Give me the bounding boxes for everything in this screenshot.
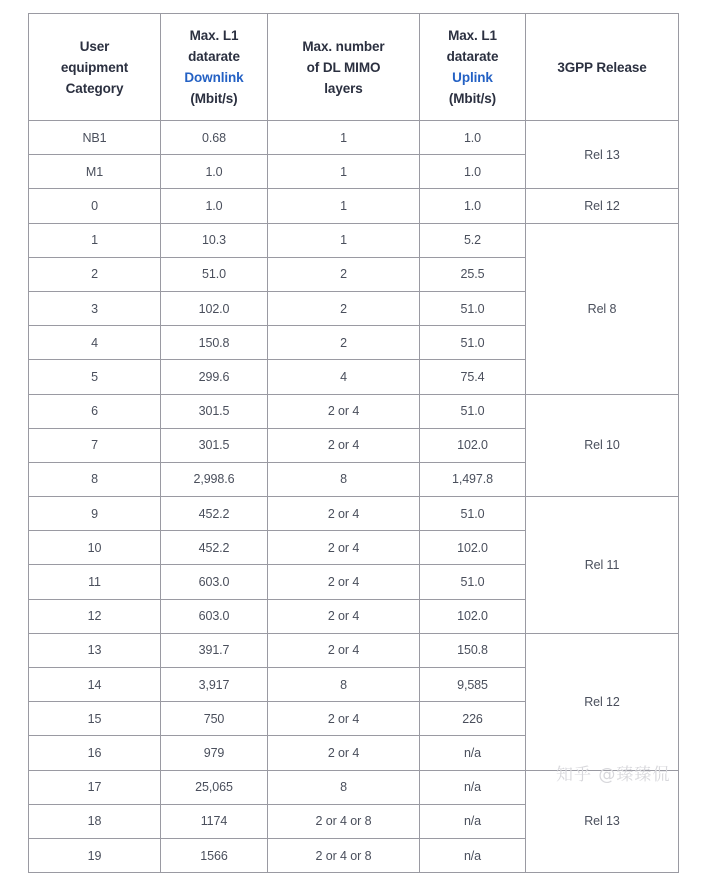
cell-3gpp-release: Rel 10 [526, 394, 679, 497]
cell-category: 4 [29, 326, 161, 360]
cell-category: 7 [29, 428, 161, 462]
cell-ul-datarate: 102.0 [420, 531, 526, 565]
table-row [29, 189, 679, 223]
column-header-line: 3GPP Release [557, 59, 647, 75]
cell-dl-mimo-layers: 2 or 4 [268, 633, 420, 667]
cell-category: 1 [29, 223, 161, 257]
cell-dl-mimo-layers: 2 or 4 [268, 702, 420, 736]
cell-category: 3 [29, 291, 161, 325]
cell-ul-datarate: 102.0 [420, 428, 526, 462]
cell-3gpp-release: Rel 11 [526, 497, 679, 634]
cell-dl-mimo-layers: 2 or 4 [268, 428, 420, 462]
column-header-line: Max. number [302, 38, 385, 54]
zhihu-watermark: 知乎 @臻臻侃 [556, 765, 671, 785]
cell-dl-datarate: 452.2 [161, 497, 268, 531]
table-row [29, 770, 679, 804]
cell-ul-datarate: 5.2 [420, 223, 526, 257]
column-header-2 [268, 14, 420, 121]
column-header-line: datarate [188, 49, 240, 64]
cell-ul-datarate: 1.0 [420, 189, 526, 223]
cell-dl-mimo-layers: 1 [268, 223, 420, 257]
cell-ul-datarate: n/a [420, 838, 526, 872]
cell-3gpp-release: Rel 13 [526, 770, 679, 873]
cell-category: 17 [29, 770, 161, 804]
table-row [29, 223, 679, 257]
column-header-0 [29, 14, 161, 121]
cell-category: 12 [29, 599, 161, 633]
cell-category: M1 [29, 155, 161, 189]
cell-3gpp-release: Rel 12 [526, 189, 679, 223]
cell-category: 18 [29, 804, 161, 838]
column-header-line: Category [65, 80, 124, 96]
cell-category: 14 [29, 668, 161, 702]
cell-category: 15 [29, 702, 161, 736]
cell-dl-datarate: 979 [161, 736, 268, 770]
cell-dl-mimo-layers: 2 [268, 326, 420, 360]
cell-dl-mimo-layers: 1 [268, 121, 420, 155]
cell-dl-mimo-layers: 2 [268, 257, 420, 291]
cell-ul-datarate: 51.0 [420, 326, 526, 360]
cell-dl-datarate: 1.0 [161, 155, 268, 189]
table-row [29, 121, 679, 155]
cell-ul-datarate: 1.0 [420, 155, 526, 189]
cell-ul-datarate: 51.0 [420, 291, 526, 325]
column-header-line: Max. L1 [189, 28, 239, 43]
cell-dl-mimo-layers: 8 [268, 770, 420, 804]
column-header-line: equipment [60, 59, 129, 75]
column-header-line: layers [324, 80, 363, 96]
column-header-line: datarate [446, 49, 499, 64]
cell-3gpp-release: Rel 8 [526, 223, 679, 394]
cell-dl-datarate: 150.8 [161, 326, 268, 360]
cell-dl-mimo-layers: 8 [268, 668, 420, 702]
cell-dl-datarate: 603.0 [161, 565, 268, 599]
cell-ul-datarate: 1,497.8 [420, 462, 526, 496]
cell-ul-datarate: 25.5 [420, 257, 526, 291]
table-row [29, 394, 679, 428]
cell-dl-mimo-layers: 2 or 4 or 8 [268, 838, 420, 872]
table-header-row [29, 14, 679, 121]
cell-category: 16 [29, 736, 161, 770]
cell-ul-datarate: n/a [420, 736, 526, 770]
cell-dl-datarate: 51.0 [161, 257, 268, 291]
cell-ul-datarate: 51.0 [420, 497, 526, 531]
cell-dl-datarate: 301.5 [161, 394, 268, 428]
table-sheet [28, 13, 678, 863]
cell-ul-datarate: 226 [420, 702, 526, 736]
cell-dl-mimo-layers: 2 or 4 [268, 565, 420, 599]
cell-category: 11 [29, 565, 161, 599]
column-header-4 [526, 14, 679, 121]
cell-ul-datarate: 1.0 [420, 121, 526, 155]
ue-category-table [28, 13, 679, 873]
cell-dl-datarate: 10.3 [161, 223, 268, 257]
table-body [29, 121, 679, 873]
cell-ul-datarate: n/a [420, 770, 526, 804]
cell-3gpp-release: Rel 12 [526, 633, 679, 770]
cell-3gpp-release: Rel 13 [526, 121, 679, 189]
cell-dl-datarate: 1566 [161, 838, 268, 872]
column-header-line: User [79, 38, 110, 54]
table-row [29, 497, 679, 531]
cell-dl-mimo-layers: 2 or 4 [268, 497, 420, 531]
cell-category: NB1 [29, 121, 161, 155]
cell-dl-mimo-layers: 2 or 4 [268, 394, 420, 428]
cell-category: 0 [29, 189, 161, 223]
cell-dl-datarate: 750 [161, 702, 268, 736]
cell-dl-datarate: 603.0 [161, 599, 268, 633]
cell-category: 2 [29, 257, 161, 291]
table-header [29, 14, 679, 121]
cell-ul-datarate: 75.4 [420, 360, 526, 394]
cell-dl-mimo-layers: 1 [268, 155, 420, 189]
column-header-line: of DL MIMO [306, 59, 381, 75]
cell-dl-datarate: 102.0 [161, 291, 268, 325]
column-header-line: Uplink [452, 70, 493, 85]
cell-ul-datarate: 150.8 [420, 633, 526, 667]
cell-dl-mimo-layers: 1 [268, 189, 420, 223]
cell-ul-datarate: n/a [420, 804, 526, 838]
column-header-1 [161, 14, 268, 121]
cell-dl-mimo-layers: 8 [268, 462, 420, 496]
cell-dl-datarate: 1.0 [161, 189, 268, 223]
cell-dl-datarate: 452.2 [161, 531, 268, 565]
cell-dl-mimo-layers: 2 or 4 [268, 531, 420, 565]
cell-dl-datarate: 0.68 [161, 121, 268, 155]
cell-dl-datarate: 301.5 [161, 428, 268, 462]
cell-category: 10 [29, 531, 161, 565]
cell-dl-datarate: 25,065 [161, 770, 268, 804]
column-header-line: Max. L1 [448, 28, 497, 43]
cell-category: 5 [29, 360, 161, 394]
cell-dl-datarate: 299.6 [161, 360, 268, 394]
cell-category: 8 [29, 462, 161, 496]
column-header-line: (Mbit/s) [190, 91, 238, 106]
cell-dl-mimo-layers: 2 or 4 or 8 [268, 804, 420, 838]
cell-dl-datarate: 3,917 [161, 668, 268, 702]
cell-ul-datarate: 9,585 [420, 668, 526, 702]
cell-category: 9 [29, 497, 161, 531]
cell-dl-mimo-layers: 2 or 4 [268, 736, 420, 770]
cell-dl-mimo-layers: 2 [268, 291, 420, 325]
table-row [29, 633, 679, 667]
cell-ul-datarate: 51.0 [420, 394, 526, 428]
cell-category: 6 [29, 394, 161, 428]
cell-dl-datarate: 2,998.6 [161, 462, 268, 496]
cell-ul-datarate: 102.0 [420, 599, 526, 633]
cell-category: 19 [29, 838, 161, 872]
cell-dl-mimo-layers: 4 [268, 360, 420, 394]
cell-ul-datarate: 51.0 [420, 565, 526, 599]
cell-dl-mimo-layers: 2 or 4 [268, 599, 420, 633]
column-header-line: (Mbit/s) [448, 91, 497, 106]
cell-dl-datarate: 1174 [161, 804, 268, 838]
column-header-line: Downlink [184, 70, 244, 85]
cell-category: 13 [29, 633, 161, 667]
column-header-3 [420, 14, 526, 121]
cell-dl-datarate: 391.7 [161, 633, 268, 667]
